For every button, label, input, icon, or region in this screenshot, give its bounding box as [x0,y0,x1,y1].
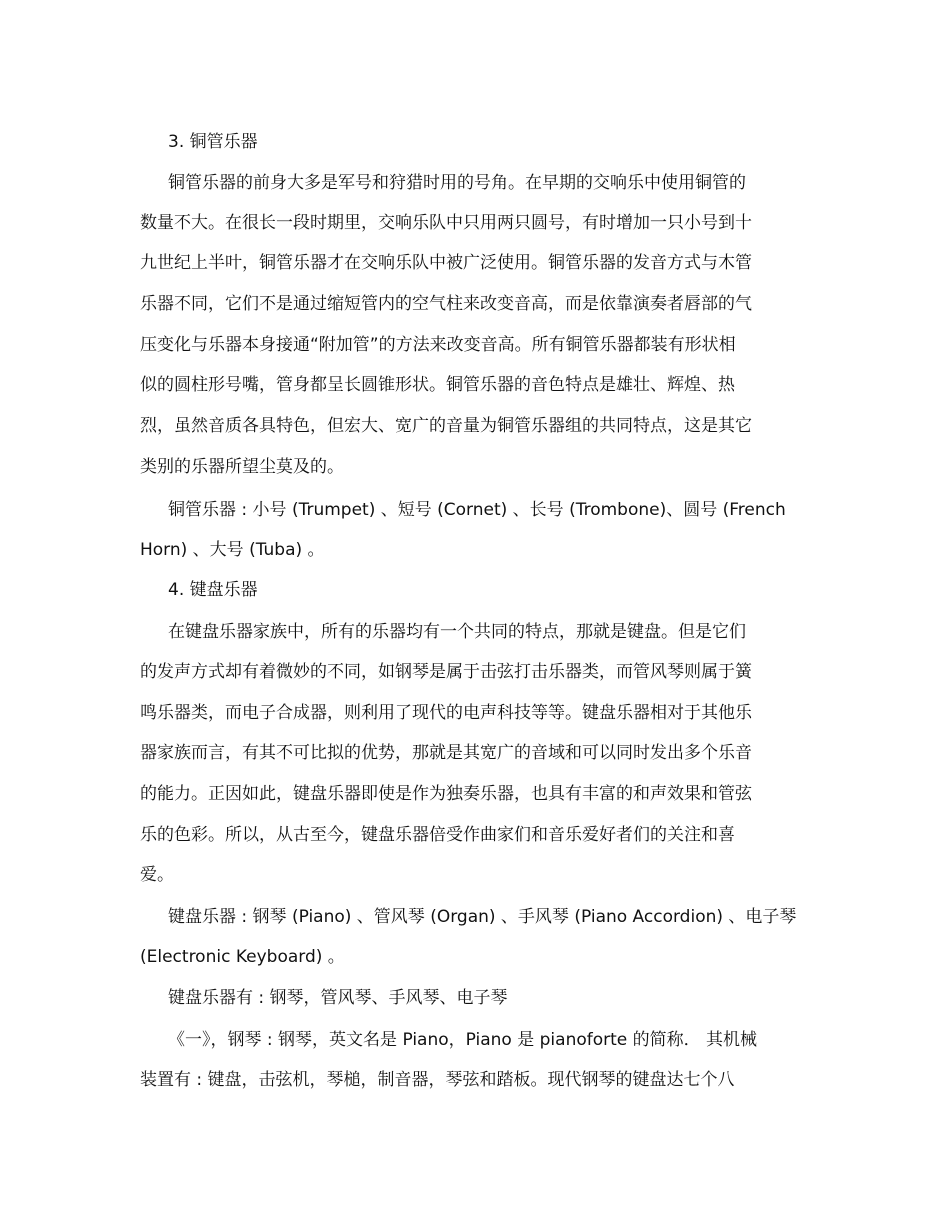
paragraph-line: 键盘乐器有 : 钢琴，管风琴、手风琴、电子琴 [168,988,508,1008]
paragraph-line: 《一》，钢琴 : 钢琴，英文名是 Piano，Piano 是 pianoforte 的简称． 其机械 [168,1030,758,1050]
paragraph-line: 的能力。正因如此，键盘乐器即使是作为独奏乐器，也具有丰富的和声效果和管弦 [140,784,752,804]
paragraph-line: 鸣乐器类，而电子合成器，则利用了现代的电声科技等等。键盘乐器相对于其他乐 [140,703,752,723]
instrument-list-line: (Electronic Keyboard) 。 [140,947,345,967]
instrument-list-line: 铜管乐器 : 小号 (Trumpet) 、短号 (Cornet) 、长号 (Trombone)、圆号 (French [168,500,786,520]
paragraph-line: 乐器不同，它们不是通过缩短管内的空气柱来改变音高，而是依靠演奏者唇部的气 [140,294,752,314]
paragraph-line: 压变化与乐器本身接通“附加管”的方法来改变音高。所有铜管乐器都装有形状相 [140,335,736,355]
paragraph-line: 乐的色彩。所以，从古至今，键盘乐器倍受作曲家们和音乐爱好者们的关注和喜 [140,825,735,845]
instrument-list-line: 键盘乐器 : 钢琴 (Piano) 、管风琴 (Organ) 、手风琴 (Piano Accordion) 、电子琴 [168,907,797,927]
paragraph-line: 数量不大。在很长一段时期里，交响乐队中只用两只圆号，有时增加一只小号到十 [140,213,752,233]
section-heading-keyboard: 4. 键盘乐器 [168,580,258,600]
paragraph-line: 爱。 [140,865,174,885]
paragraph-line: 装置有 : 键盘，击弦机，琴槌，制音器，琴弦和踏板。现代钢琴的键盘达七个八 [140,1070,735,1090]
paragraph-line: 似的圆柱形号嘴，管身都呈长圆锥形状。铜管乐器的音色特点是雄壮、辉煌、热 [140,375,735,395]
paragraph-line: 九世纪上半叶，铜管乐器才在交响乐队中被广泛使用。铜管乐器的发音方式与木管 [140,253,752,273]
instrument-list-line: Horn) 、大号 (Tuba) 。 [140,540,325,560]
paragraph-line: 的发声方式却有着微妙的不同，如钢琴是属于击弦打击乐器类，而管风琴则属于簧 [140,662,752,682]
paragraph-line: 器家族而言，有其不可比拟的优势，那就是其宽广的音域和可以同时发出多个乐音 [140,743,752,763]
paragraph-line: 类别的乐器所望尘莫及的。 [140,457,344,477]
section-heading-brass: 3. 铜管乐器 [168,132,258,152]
paragraph-line: 烈，虽然音质各具特色，但宏大、宽广的音量为铜管乐器组的共同特点，这是其它 [140,416,752,436]
paragraph-line: 在键盘乐器家族中，所有的乐器均有一个共同的特点，那就是键盘。但是它们 [168,622,746,642]
paragraph-line: 铜管乐器的前身大多是军号和狩猎时用的号角。在早期的交响乐中使用铜管的 [168,173,746,193]
